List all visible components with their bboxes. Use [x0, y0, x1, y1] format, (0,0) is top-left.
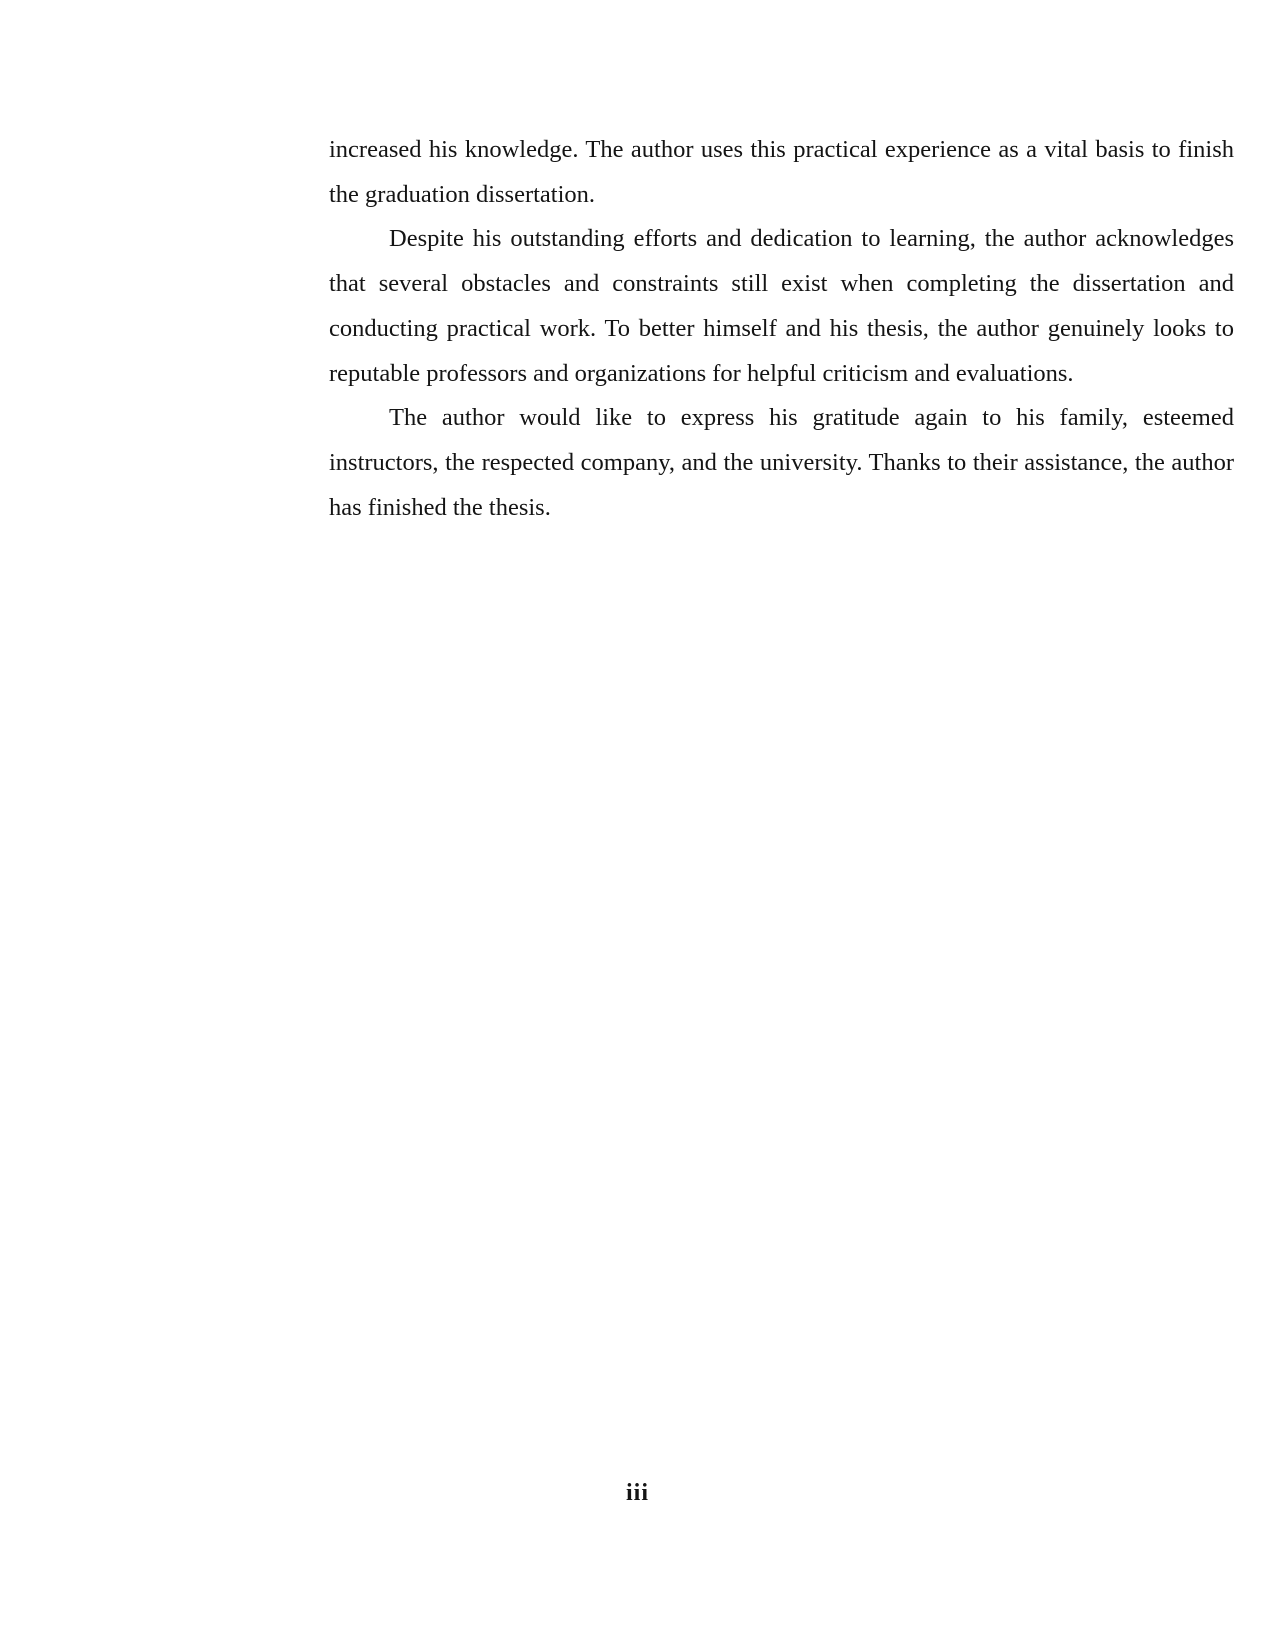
paragraph-obstacles: Despite his outstanding efforts and dedication to learning, the author acknowledges that several obstacles and constraints still exist when completing the dissertation and conducting practical work. To better himself and his thesis, the author genuinely looks to reputable professors and organizations for helpful criticism and evaluations. [329, 225, 1234, 387]
body-text [329, 128, 1234, 530]
paragraph-continuation: increased his knowledge. The author uses this practical experience as a vital basis to finish the graduation dissertation. [329, 136, 1234, 208]
paragraph-gratitude: The author would like to express his gratitude again to his family, esteemed instructors, the respected company, and the university. Thanks to their assistance, the author has finished the thesis. [329, 404, 1234, 521]
page-number: iii [625, 1480, 649, 1506]
